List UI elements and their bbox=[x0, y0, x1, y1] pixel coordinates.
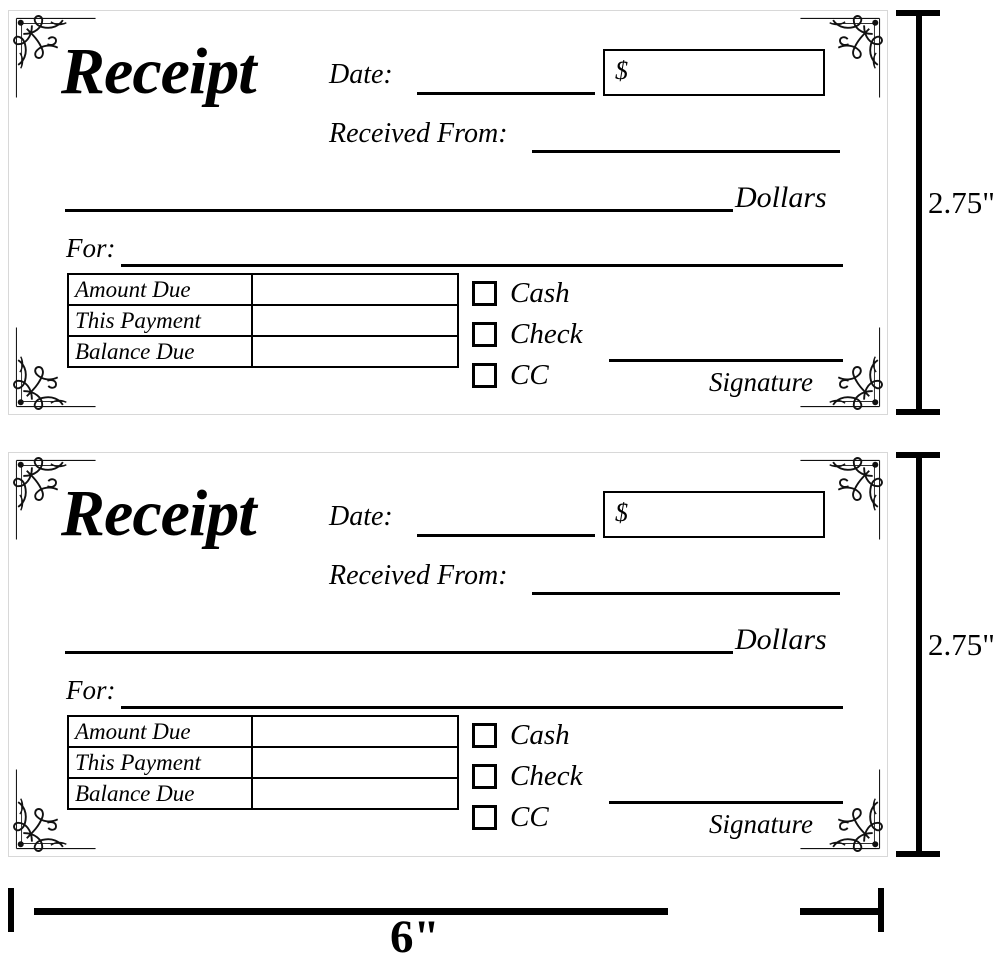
dimension-line-width bbox=[800, 908, 878, 915]
dollars-input-line[interactable] bbox=[65, 651, 733, 654]
received-from-label: Received From: bbox=[329, 560, 508, 591]
amount-due-value[interactable] bbox=[252, 274, 458, 305]
received-from-label: Received From: bbox=[329, 118, 508, 149]
table-row bbox=[68, 778, 458, 809]
amount-due-value[interactable] bbox=[252, 716, 458, 747]
checkbox-icon[interactable] bbox=[472, 363, 497, 388]
checkbox-icon[interactable] bbox=[472, 281, 497, 306]
table-row bbox=[68, 274, 458, 305]
table-row bbox=[68, 305, 458, 336]
dimension-cap-top bbox=[896, 409, 940, 415]
date-label: Date: bbox=[329, 501, 393, 532]
payment-option-label: Check bbox=[510, 760, 583, 792]
received-from-input-line[interactable] bbox=[532, 592, 840, 595]
dimension-cap-bottom bbox=[896, 851, 940, 857]
dimension-label-height-bottom: 2.75" bbox=[928, 627, 995, 662]
receipt-title: Receipt bbox=[61, 477, 256, 550]
payment-option-label: Check bbox=[510, 318, 583, 350]
payment-option-check[interactable] bbox=[472, 314, 582, 355]
payment-option-label: CC bbox=[510, 359, 549, 391]
payment-options bbox=[472, 715, 582, 838]
receipt-card-top bbox=[8, 10, 888, 415]
date-input-line[interactable] bbox=[417, 92, 595, 95]
date-label: Date: bbox=[329, 59, 393, 90]
dimension-line-height-top bbox=[916, 10, 922, 415]
amount-box[interactable] bbox=[603, 491, 825, 538]
payment-option-cash[interactable] bbox=[472, 715, 582, 756]
for-label: For: bbox=[66, 233, 116, 263]
signature-line[interactable] bbox=[609, 801, 843, 804]
amount-due-label: Amount Due bbox=[68, 716, 252, 747]
payment-option-cc[interactable] bbox=[472, 355, 582, 396]
dimension-label-height-top: 2.75" bbox=[928, 185, 995, 220]
balance-due-label: Balance Due bbox=[68, 336, 252, 367]
currency-symbol: $ bbox=[615, 56, 628, 85]
for-input-line[interactable] bbox=[121, 264, 843, 267]
amount-table bbox=[67, 273, 459, 368]
signature-label: Signature bbox=[709, 809, 813, 839]
amount-due-label: Amount Due bbox=[68, 274, 252, 305]
checkbox-icon[interactable] bbox=[472, 764, 497, 789]
checkbox-icon[interactable] bbox=[472, 805, 497, 830]
for-label: For: bbox=[66, 675, 116, 705]
this-payment-label: This Payment bbox=[68, 305, 252, 336]
dollars-label: Dollars bbox=[735, 181, 827, 214]
payment-option-label: Cash bbox=[510, 719, 570, 751]
this-payment-value[interactable] bbox=[252, 305, 458, 336]
balance-due-value[interactable] bbox=[252, 336, 458, 367]
this-payment-label: This Payment bbox=[68, 747, 252, 778]
date-input-line[interactable] bbox=[417, 534, 595, 537]
checkbox-icon[interactable] bbox=[472, 322, 497, 347]
payment-option-label: CC bbox=[510, 801, 549, 833]
currency-symbol: $ bbox=[615, 498, 628, 527]
balance-due-label: Balance Due bbox=[68, 778, 252, 809]
received-from-input-line[interactable] bbox=[532, 150, 840, 153]
payment-option-label: Cash bbox=[510, 277, 570, 309]
table-row bbox=[68, 747, 458, 778]
signature-line[interactable] bbox=[609, 359, 843, 362]
table-row bbox=[68, 336, 458, 367]
dollars-input-line[interactable] bbox=[65, 209, 733, 212]
table-row bbox=[68, 716, 458, 747]
this-payment-value[interactable] bbox=[252, 747, 458, 778]
checkbox-icon[interactable] bbox=[472, 723, 497, 748]
dimension-cap-width-left bbox=[8, 888, 14, 932]
payment-option-check[interactable] bbox=[472, 756, 582, 797]
dollars-label: Dollars bbox=[735, 623, 827, 656]
payment-options bbox=[472, 273, 582, 396]
payment-option-cc[interactable] bbox=[472, 797, 582, 838]
dimension-label-width: 6" bbox=[390, 911, 440, 963]
amount-table bbox=[67, 715, 459, 810]
dimension-cap-width-right bbox=[878, 888, 884, 932]
for-input-line[interactable] bbox=[121, 706, 843, 709]
receipt-title: Receipt bbox=[61, 35, 256, 108]
signature-label: Signature bbox=[709, 367, 813, 397]
balance-due-value[interactable] bbox=[252, 778, 458, 809]
amount-box[interactable] bbox=[603, 49, 825, 96]
dimension-line-width bbox=[34, 908, 668, 915]
payment-option-cash[interactable] bbox=[472, 273, 582, 314]
dimension-line-height-bottom bbox=[916, 452, 922, 857]
receipt-card-bottom bbox=[8, 452, 888, 857]
